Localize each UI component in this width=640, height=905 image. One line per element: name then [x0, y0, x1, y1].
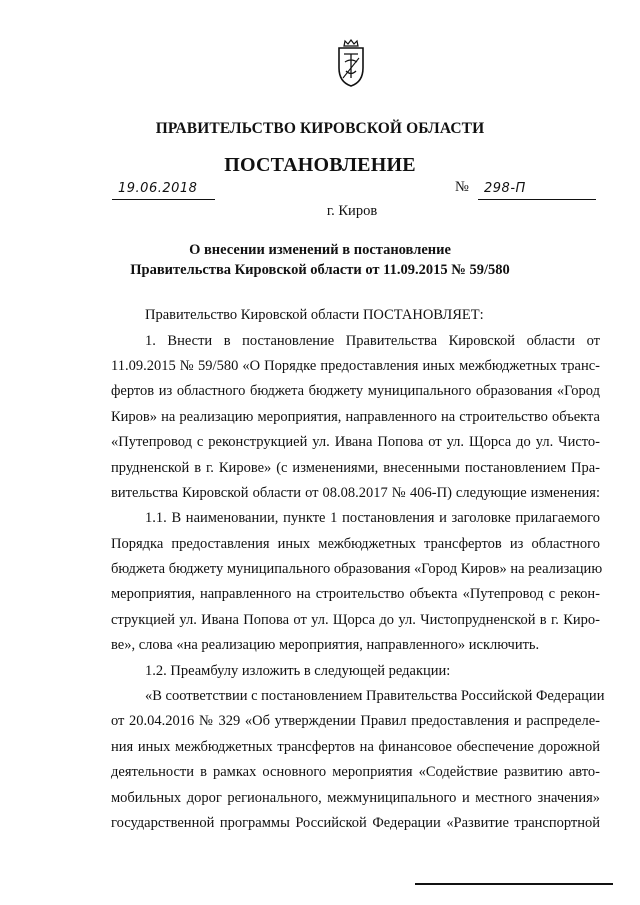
body-line: мобильных дорог регионального, межмуниципального и местного значения» — [111, 790, 600, 806]
number-field — [478, 180, 596, 200]
body-line: Порядка предоставления иных межбюджетных трансфертов из областного — [111, 536, 600, 552]
subject-line: О внесении изменений в постановление — [189, 242, 451, 258]
document-type-title: ПОСТАНОВЛЕНИЕ — [224, 154, 416, 176]
body-line: 1. Внести в постановление Правительства Кировской области от — [145, 333, 600, 349]
body-line: 1.1. В наименовании, пункте 1 постановления и заголовке прилагаемого — [145, 510, 600, 526]
body-line: государственной программы Российской Федерации «Развитие транспортной — [111, 815, 600, 831]
subject-line: Правительства Кировской области от 11.09.2015 № 59/580 — [130, 262, 510, 278]
body-line: ния иных межбюджетных трансфертов на финансовое обеспечение дорожной — [111, 739, 600, 755]
number-sign: № — [455, 179, 469, 195]
government-title: ПРАВИТЕЛЬСТВО КИРОВСКОЙ ОБЛАСТИ — [155, 120, 485, 137]
handwritten-number: 298-П — [484, 181, 526, 196]
body-line: фертов из областного бюджета бюджету муниципального образования «Город — [111, 383, 600, 399]
city-name: г. Киров — [326, 203, 378, 219]
kirov-oblast-coat-of-arms-icon — [333, 38, 369, 88]
body-line: вительства Кировской области от 08.08.2017 № 406-П) следующие изменения: — [111, 485, 600, 501]
body-line: Киров» на реализацию мероприятия, направленного на строительство объекта — [111, 409, 600, 425]
body-line: прудненской в г. Кирове» (с изменениями, внесенными постановлением Пра- — [111, 460, 600, 476]
date-field — [112, 180, 215, 200]
body-line: струкцией ул. Ивана Попова от ул. Щорса до ул. Чистопрудненской в г. Киро- — [111, 612, 600, 628]
body-line: мероприятия, направленного на строительство объекта «Путепровод с рекон- — [111, 586, 600, 602]
body-line: 11.09.2015 № 59/580 «О Порядке предоставления иных межбюджетных транс- — [111, 358, 600, 374]
body-line: от 20.04.2016 № 329 «Об утверждении Правил предоставления и распределе- — [111, 713, 600, 729]
document-subject — [0, 240, 640, 280]
body-line: деятельности в рамках основного мероприятия «Содействие развитию авто- — [111, 764, 600, 780]
footer-rule — [415, 883, 613, 885]
body-line: «В соответствии с постановлением Правительства Российской Федерации — [145, 688, 605, 704]
body-line: ве», слова «на реализацию мероприятия, направленного» исключить. — [111, 637, 540, 653]
body-line: Правительство Кировской области ПОСТАНОВЛЯЕТ: — [145, 307, 484, 323]
body-line: «Путепровод с реконструкцией ул. Ивана Попова от ул. Щорса до ул. Чисто- — [111, 434, 600, 450]
handwritten-date: 19.06.2018 — [118, 181, 198, 196]
body-line: бюджета бюджету муниципального образования «Город Киров» на реализацию — [111, 561, 603, 577]
body-line: 1.2. Преамбулу изложить в следующей редакции: — [145, 663, 451, 679]
